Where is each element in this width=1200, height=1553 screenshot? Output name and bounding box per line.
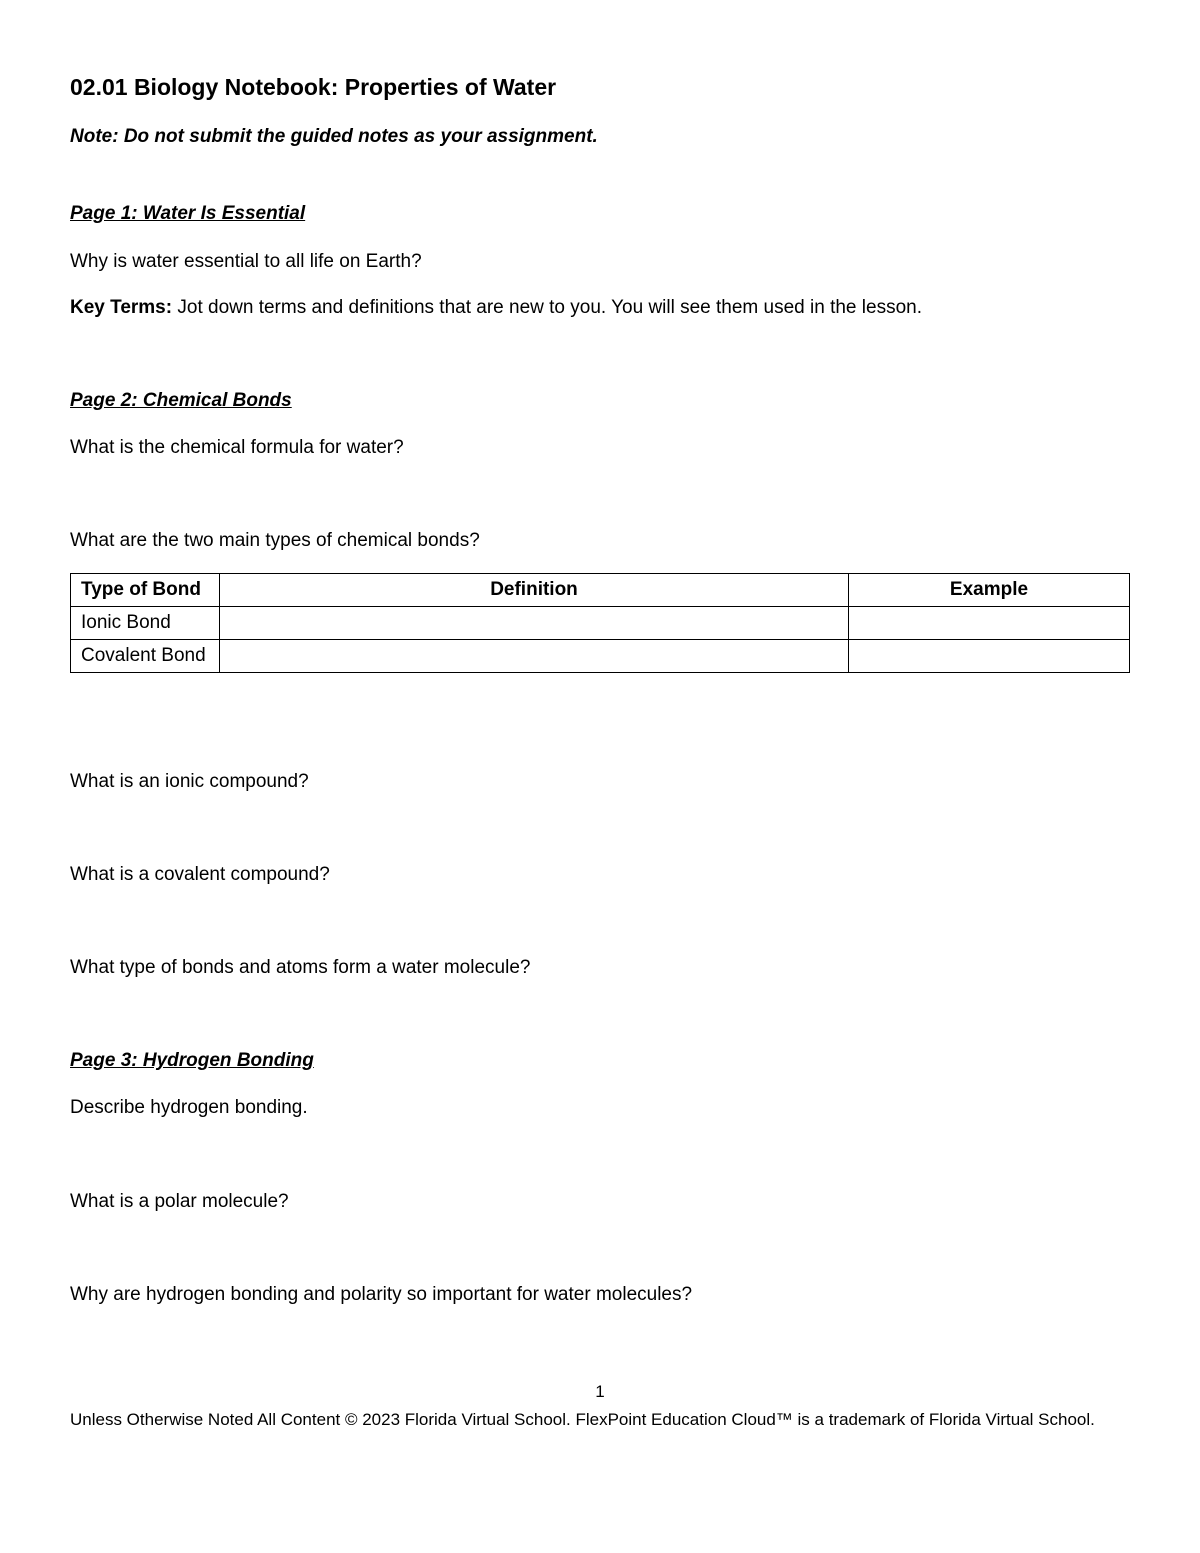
key-terms-line: [70, 297, 922, 319]
question-covalent-compound: What is a covalent compound?: [70, 864, 330, 885]
submission-note: Note: Do not submit the guided notes as your assignment.: [70, 126, 598, 147]
copyright-footer: Unless Otherwise Noted All Content © 2023 Florida Virtual School. FlexPoint Education Cloud™ is a trademark of Florida Virtual School.: [70, 1410, 1095, 1429]
table-header-row: [71, 574, 1130, 607]
question-chemical-formula: What is the chemical formula for water?: [70, 437, 404, 458]
table-header-type: Type of Bond: [71, 574, 220, 607]
table-cell-bond-type: Covalent Bond: [71, 640, 220, 673]
section-heading-page3: Page 3: Hydrogen Bonding: [70, 1050, 314, 1071]
question-polar-molecule: What is a polar molecule?: [70, 1191, 289, 1212]
table-cell-definition[interactable]: [220, 607, 849, 640]
table-cell-example[interactable]: [849, 607, 1130, 640]
document-title: 02.01 Biology Notebook: Properties of Water: [70, 74, 557, 100]
key-terms-instructions: Jot down terms and definitions that are new to you. You will see them used in the lesson.: [172, 297, 922, 318]
question-bond-types: What are the two main types of chemical bonds?: [70, 530, 480, 551]
question-water-essential: Why is water essential to all life on Earth?: [70, 251, 422, 272]
table-header-definition: Definition: [220, 574, 849, 607]
section-heading-page1: Page 1: Water Is Essential: [70, 203, 306, 224]
table-cell-example[interactable]: [849, 640, 1130, 673]
section-heading-page2: Page 2: Chemical Bonds: [70, 390, 292, 411]
question-hydrogen-bonding: Describe hydrogen bonding.: [70, 1097, 308, 1118]
question-water-molecule-bonds: What type of bonds and atoms form a water molecule?: [70, 957, 531, 978]
bond-types-table: [70, 573, 1130, 673]
table-cell-definition[interactable]: [220, 640, 849, 673]
key-terms-label: Key Terms:: [70, 297, 173, 318]
table-cell-bond-type: Ionic Bond: [71, 607, 220, 640]
page-number: 1: [595, 1382, 605, 1401]
question-ionic-compound: What is an ionic compound?: [70, 771, 309, 792]
question-polarity-importance: Why are hydrogen bonding and polarity so important for water molecules?: [70, 1284, 693, 1305]
table-header-example: Example: [849, 574, 1130, 607]
table-row: [71, 607, 1130, 640]
table-row: [71, 640, 1130, 673]
